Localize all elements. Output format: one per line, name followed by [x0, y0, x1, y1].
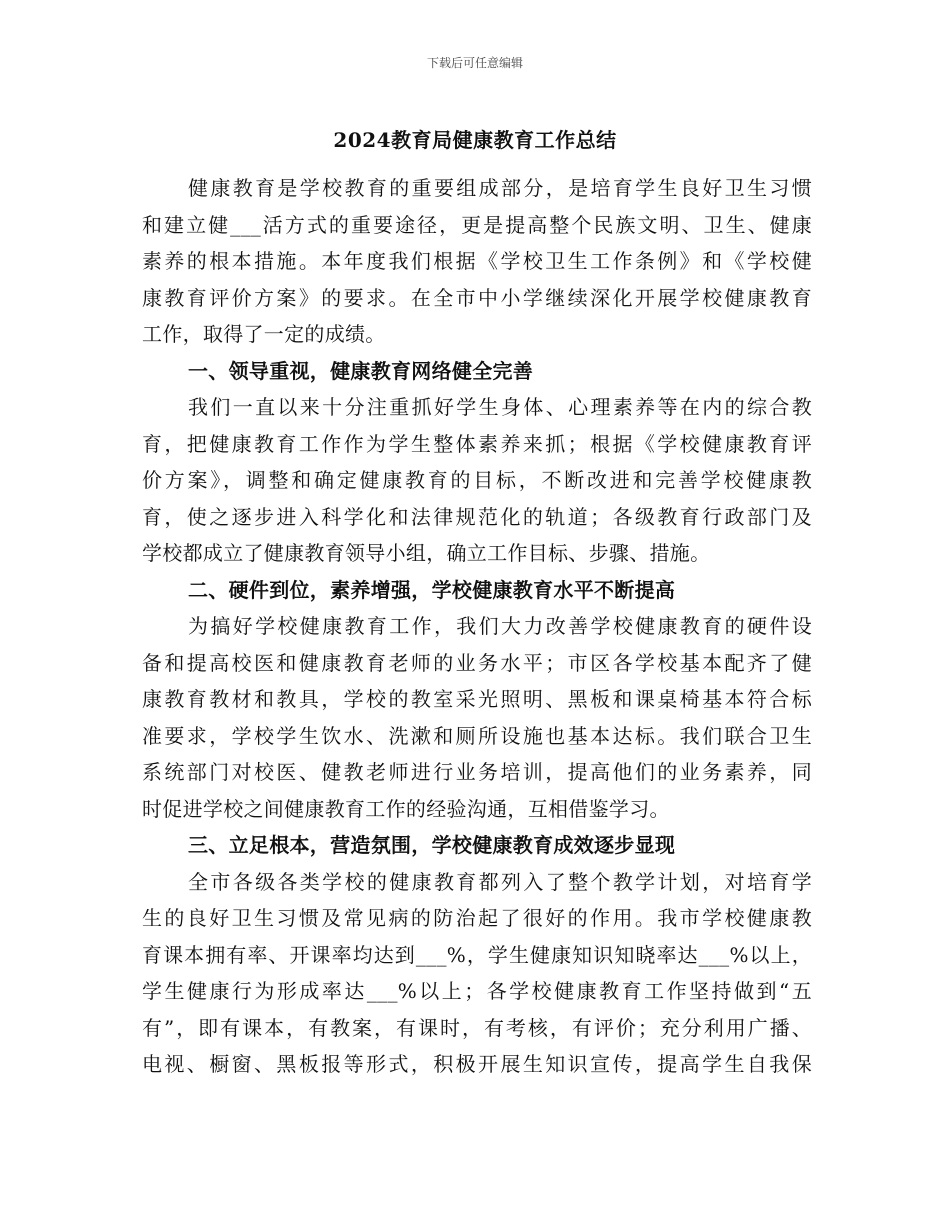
- text-line: 工作，取得了一定的成绩。: [142, 322, 386, 346]
- document-title: 2024教育局健康教育工作总结: [333, 128, 617, 152]
- text-line: 有”，即有课本，有教案，有课时，有考核，有评价；充分利用广播、: [142, 1015, 812, 1040]
- section-heading: 二、硬件到位，素养增强，学校健康教育水平不断提高: [188, 577, 676, 602]
- text-line: 系统部门对校医、健教老师进行业务培训，提高他们的业务素养，同: [142, 760, 812, 784]
- text-line: 育，把健康教育工作作为学生整体素养来抓；根据《学校健康教育评: [142, 431, 812, 456]
- text-line: 健康教育是学校教育的重要组成部分，是培育学生良好卫生习惯: [188, 176, 812, 200]
- text-line: 电视、橱窗、黑板报等形式，积极开展生知识宣传，提高学生自我保: [142, 1052, 812, 1076]
- text-line: 我们一直以来十分注重抓好学生身体、心理素养等在内的综合教: [188, 395, 812, 419]
- text-line: 育课本拥有率、开课率均达到___%，学生健康知识知晓率达___%以上，: [142, 942, 812, 967]
- text-line: 学生健康行为形成率达___%以上；各学校健康教育工作坚持做到“五: [142, 979, 812, 1003]
- section-heading: 一、领导重视，健康教育网络健全完善: [188, 358, 534, 383]
- text-line: 生的良好卫生习惯及常见病的防治起了很好的作用。我市学校健康教: [142, 906, 812, 930]
- text-line: 为搞好学校健康教育工作，我们大力改善学校健康教育的硬件设: [188, 614, 812, 638]
- text-line: 准要求，学校学生饮水、洗漱和厕所设施也基本达标。我们联合卫生: [142, 723, 812, 748]
- text-line: 康教育教材和教具，学校的教室采光照明、黑板和课桌椅基本符合标: [142, 687, 812, 711]
- text-line: 学校都成立了健康教育领导小组，确立工作目标、步骤、措施。: [142, 541, 711, 565]
- text-line: 时促进学校之间健康教育工作的经验沟通，互相借鉴学习。: [142, 796, 670, 821]
- header-note: 下载后可任意编辑: [426, 56, 523, 70]
- text-line: 价方案》，调整和确定健康教育的目标，不断改进和完善学校健康教: [142, 468, 812, 492]
- text-line: 和建立健___活方式的重要途径，更是提高整个民族文明、卫生、健康: [142, 212, 812, 237]
- document-body: [142, 170, 812, 1083]
- text-line: 全市各级各类学校的健康教育都列入了整个教学计划，对培育学: [188, 869, 812, 894]
- text-line: 备和提高校医和健康教育老师的业务水平；市区各学校基本配齐了健: [142, 650, 812, 675]
- text-line: 康教育评价方案》的要求。在全市中小学继续深化开展学校健康教育: [142, 285, 812, 310]
- text-line: 素养的根本措施。本年度我们根据《学校卫生工作条例》和《学校健: [142, 249, 812, 273]
- section-heading: 三、立足根本，营造氛围，学校健康教育成效逐步显现: [188, 833, 676, 857]
- text-line: 育，使之逐步进入科学化和法律规范化的轨道；各级教育行政部门及: [142, 504, 812, 529]
